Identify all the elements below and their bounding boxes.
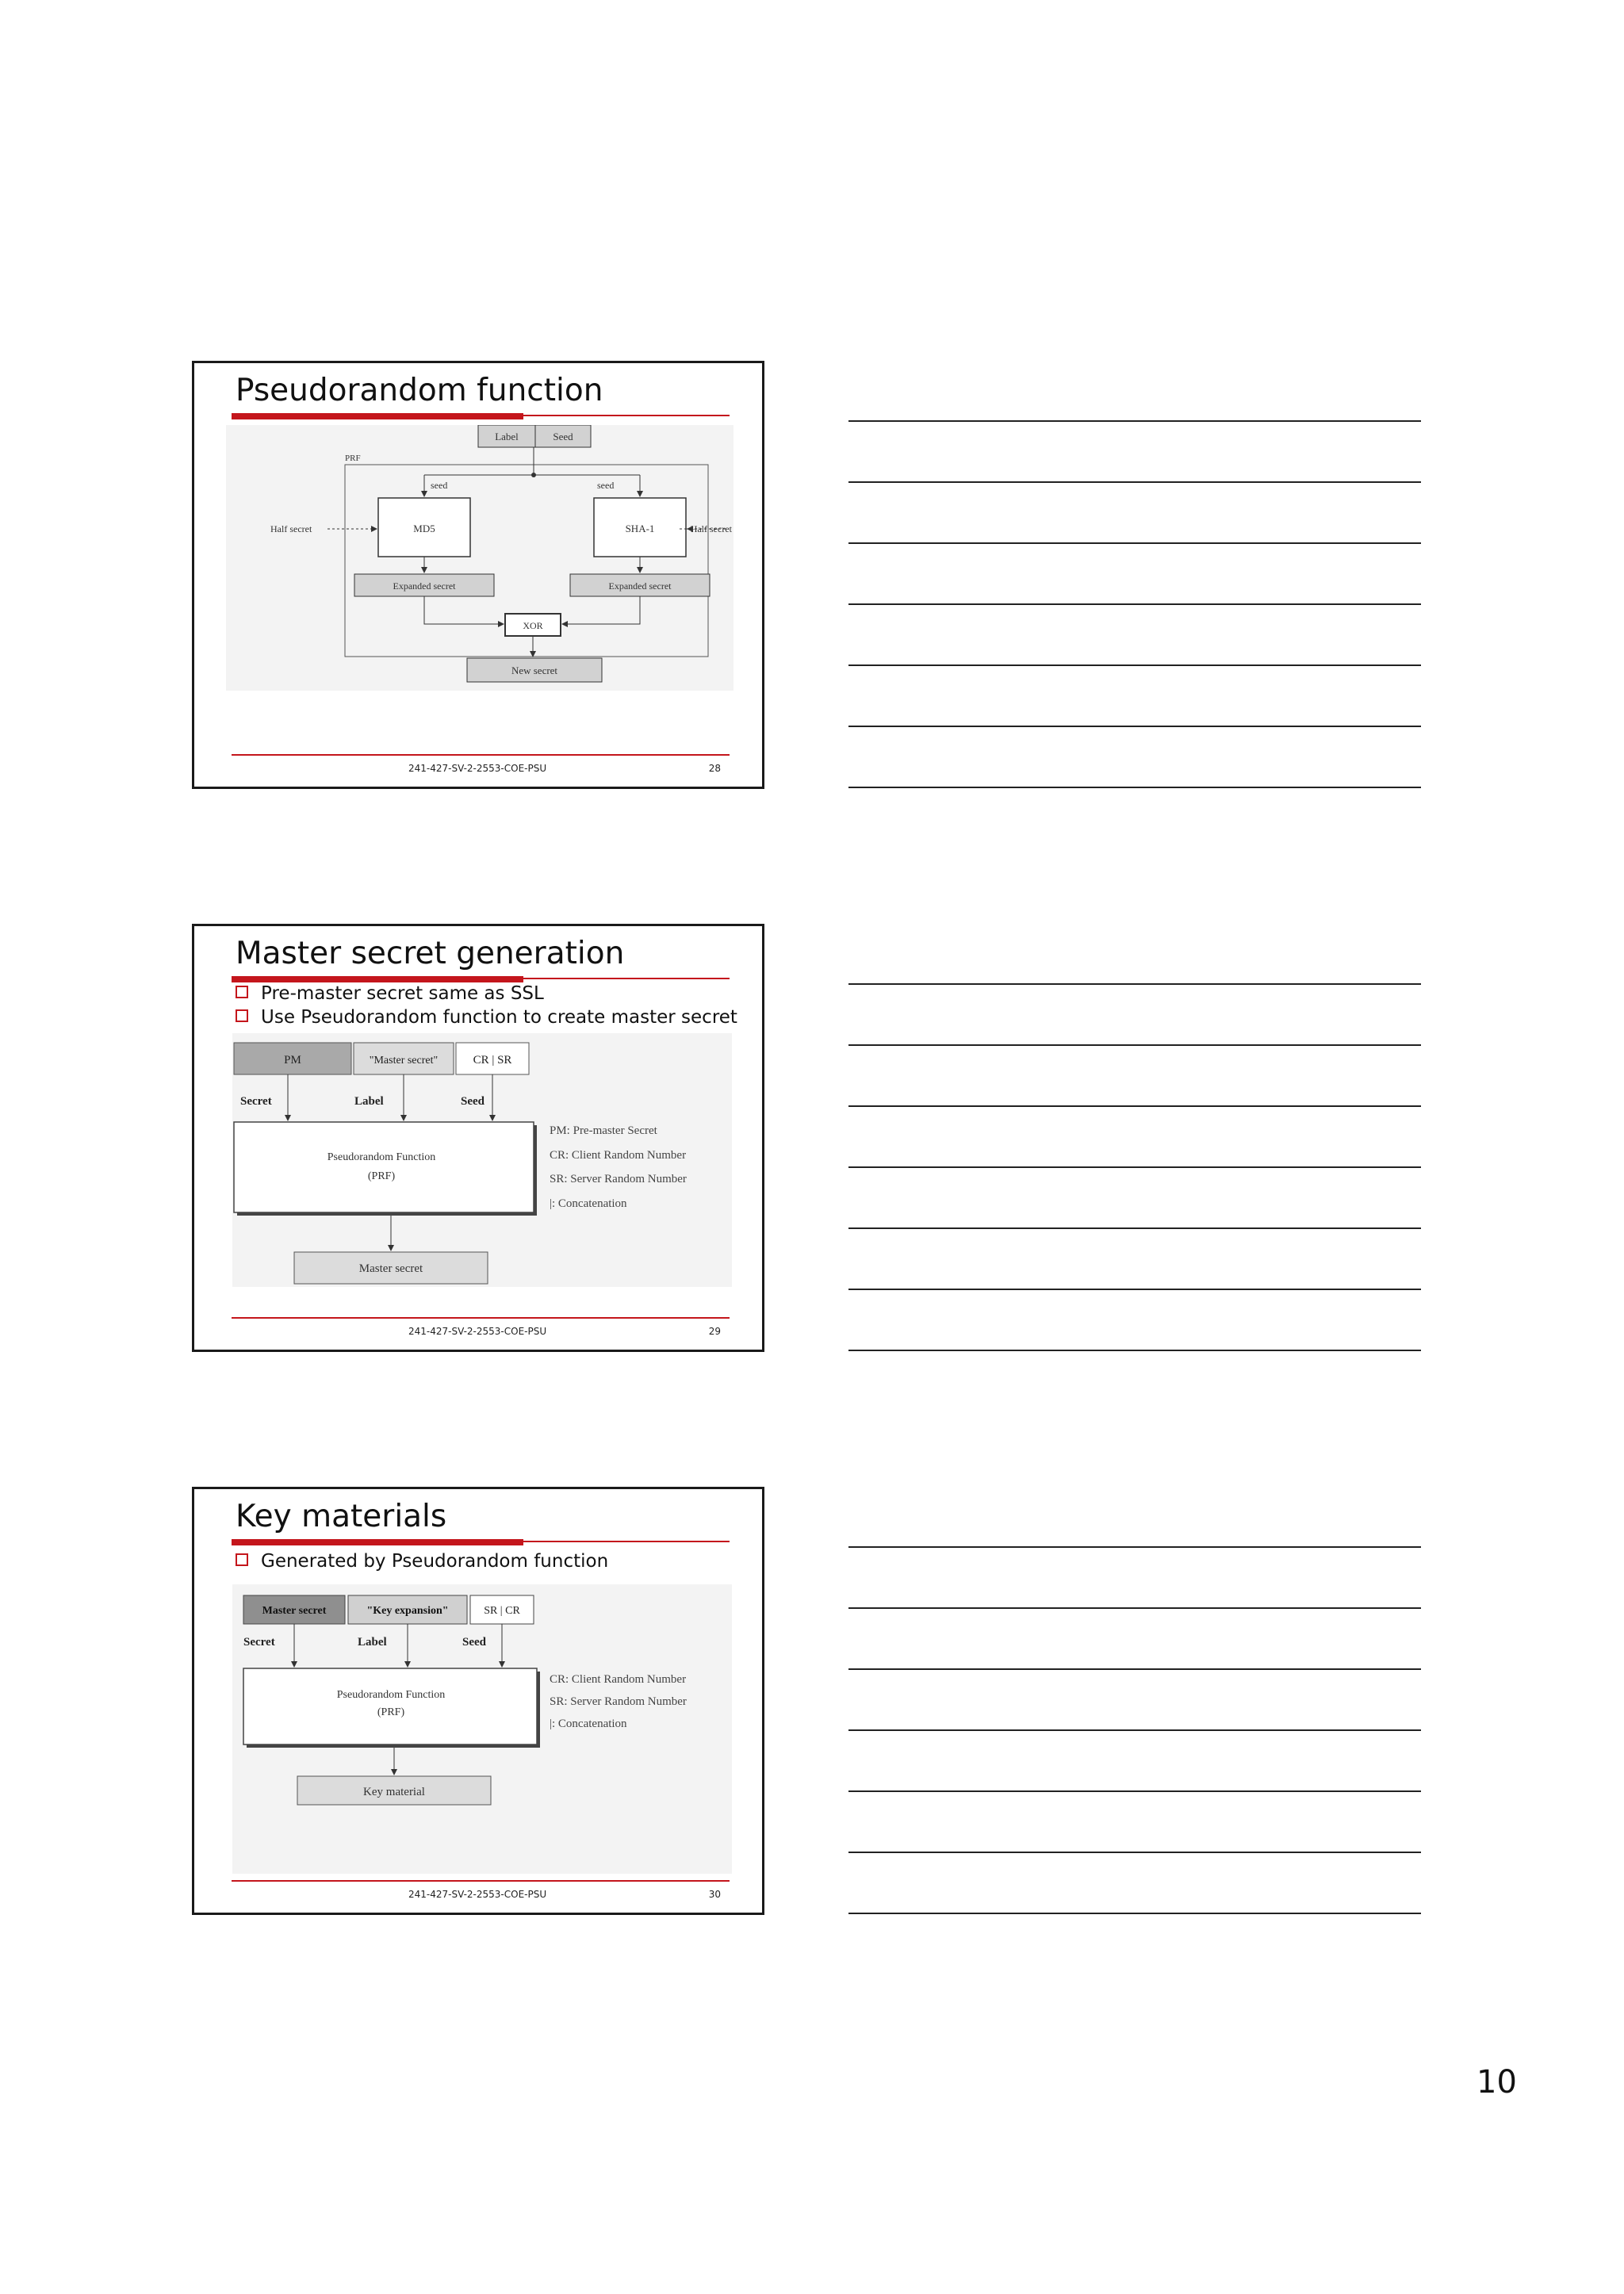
notes-line [848, 1607, 1421, 1609]
slide-footer: 241-427-SV-2-2553-COE-PSU [408, 1889, 547, 1900]
bullet-square-icon [236, 1009, 248, 1022]
notes-line [848, 1350, 1421, 1351]
notes-line [848, 1166, 1421, 1168]
label-label: Label [354, 1095, 384, 1108]
seed-box: Seed [553, 431, 573, 442]
legend-cr: CR: Client Random Number [550, 1673, 687, 1686]
xor-box: XOR [523, 620, 543, 631]
slide-title: Pseudorandom function [236, 373, 603, 408]
secret-label: Secret [240, 1095, 272, 1108]
pm-box: PM [284, 1054, 301, 1067]
bullet-item: Use Pseudorandom function to create master secret [236, 1007, 737, 1028]
notes-line [848, 603, 1421, 605]
prf-box-line2: (PRF) [367, 1170, 396, 1182]
notes-line [848, 481, 1421, 483]
bullet-item: Generated by Pseudorandom function [236, 1551, 608, 1572]
slide-29 [192, 924, 764, 1352]
slide-footer: 241-427-SV-2-2553-COE-PSU [408, 1326, 547, 1337]
title-accent [232, 1539, 523, 1545]
seed-left-label: seed [431, 480, 448, 491]
master-secret-input-box: Master secret [262, 1605, 327, 1617]
notes-line [848, 1546, 1421, 1548]
master-secret-diagram [232, 1033, 732, 1287]
half-secret-left: Half secret [270, 523, 312, 534]
footer-rule [232, 1317, 730, 1319]
prf-box-line2: (PRF) [377, 1706, 405, 1718]
notes-line [848, 787, 1421, 788]
half-secret-right: Half secret [690, 523, 732, 534]
sha1-box: SHA-1 [625, 523, 655, 534]
title-accent [232, 976, 523, 982]
prf-box-line1: Pseudorandom Function [336, 1689, 446, 1701]
slide-title: Key materials [236, 1499, 447, 1534]
legend-sr: SR: Server Random Number [550, 1695, 687, 1708]
bullet-square-icon [236, 1553, 248, 1566]
prf-label: PRF [345, 454, 361, 463]
notes-line [848, 1913, 1421, 1914]
notes-line [848, 1852, 1421, 1853]
notes-line [848, 1729, 1421, 1731]
legend-sr: SR: Server Random Number [550, 1173, 687, 1185]
label-box: Label [495, 431, 519, 442]
slide-number: 29 [708, 1326, 721, 1337]
notes-line [848, 983, 1421, 985]
secret-label: Secret [243, 1636, 275, 1649]
legend-pm: PM: Pre-master Secret [550, 1124, 657, 1137]
key-materials-diagram [232, 1584, 732, 1874]
new-secret-box: New secret [511, 664, 558, 676]
slide-number: 28 [708, 763, 721, 774]
seed-label: Seed [461, 1095, 485, 1108]
seed-right-label: seed [597, 480, 615, 491]
bullet-square-icon [236, 986, 248, 998]
notes-line [848, 1227, 1421, 1229]
legend-cr: CR: Client Random Number [550, 1149, 687, 1162]
expanded-secret-right: Expanded secret [608, 580, 672, 592]
seed-label: Seed [462, 1636, 486, 1649]
master-secret-box: Master secret [358, 1262, 423, 1275]
slide-title: Master secret generation [236, 936, 625, 971]
label-label: Label [358, 1636, 387, 1649]
notes-line [848, 664, 1421, 666]
notes-line [848, 1044, 1421, 1046]
label-value-box: "Key expansion" [366, 1605, 449, 1617]
label-value-box: "Master secret" [369, 1055, 439, 1067]
notes-line [848, 1668, 1421, 1670]
notes-line [848, 1105, 1421, 1107]
prf-box-line1: Pseudorandom Function [327, 1151, 436, 1163]
seed-value-box: CR | SR [473, 1054, 512, 1067]
slide-footer: 241-427-SV-2-2553-COE-PSU [408, 763, 547, 774]
page-number: 10 [1477, 2064, 1517, 2101]
notes-line [848, 726, 1421, 727]
md5-box: MD5 [413, 523, 435, 534]
notes-line [848, 1289, 1421, 1290]
seed-value-box: SR | CR [484, 1605, 520, 1617]
prf-diagram [226, 425, 733, 691]
expanded-secret-left: Expanded secret [393, 580, 456, 592]
legend-concat: |: Concatenation [550, 1197, 627, 1210]
slide-30 [192, 1487, 764, 1915]
bullet-item: Pre-master secret same as SSL [236, 983, 544, 1004]
footer-rule [232, 754, 730, 756]
slide-28 [192, 361, 764, 789]
slide-number: 30 [708, 1889, 721, 1900]
footer-rule [232, 1880, 730, 1882]
legend-concat: |: Concatenation [550, 1718, 627, 1730]
notes-line [848, 542, 1421, 544]
notes-line [848, 1790, 1421, 1792]
key-material-box: Key material [363, 1786, 425, 1798]
title-accent [232, 413, 523, 419]
notes-line [848, 420, 1421, 422]
